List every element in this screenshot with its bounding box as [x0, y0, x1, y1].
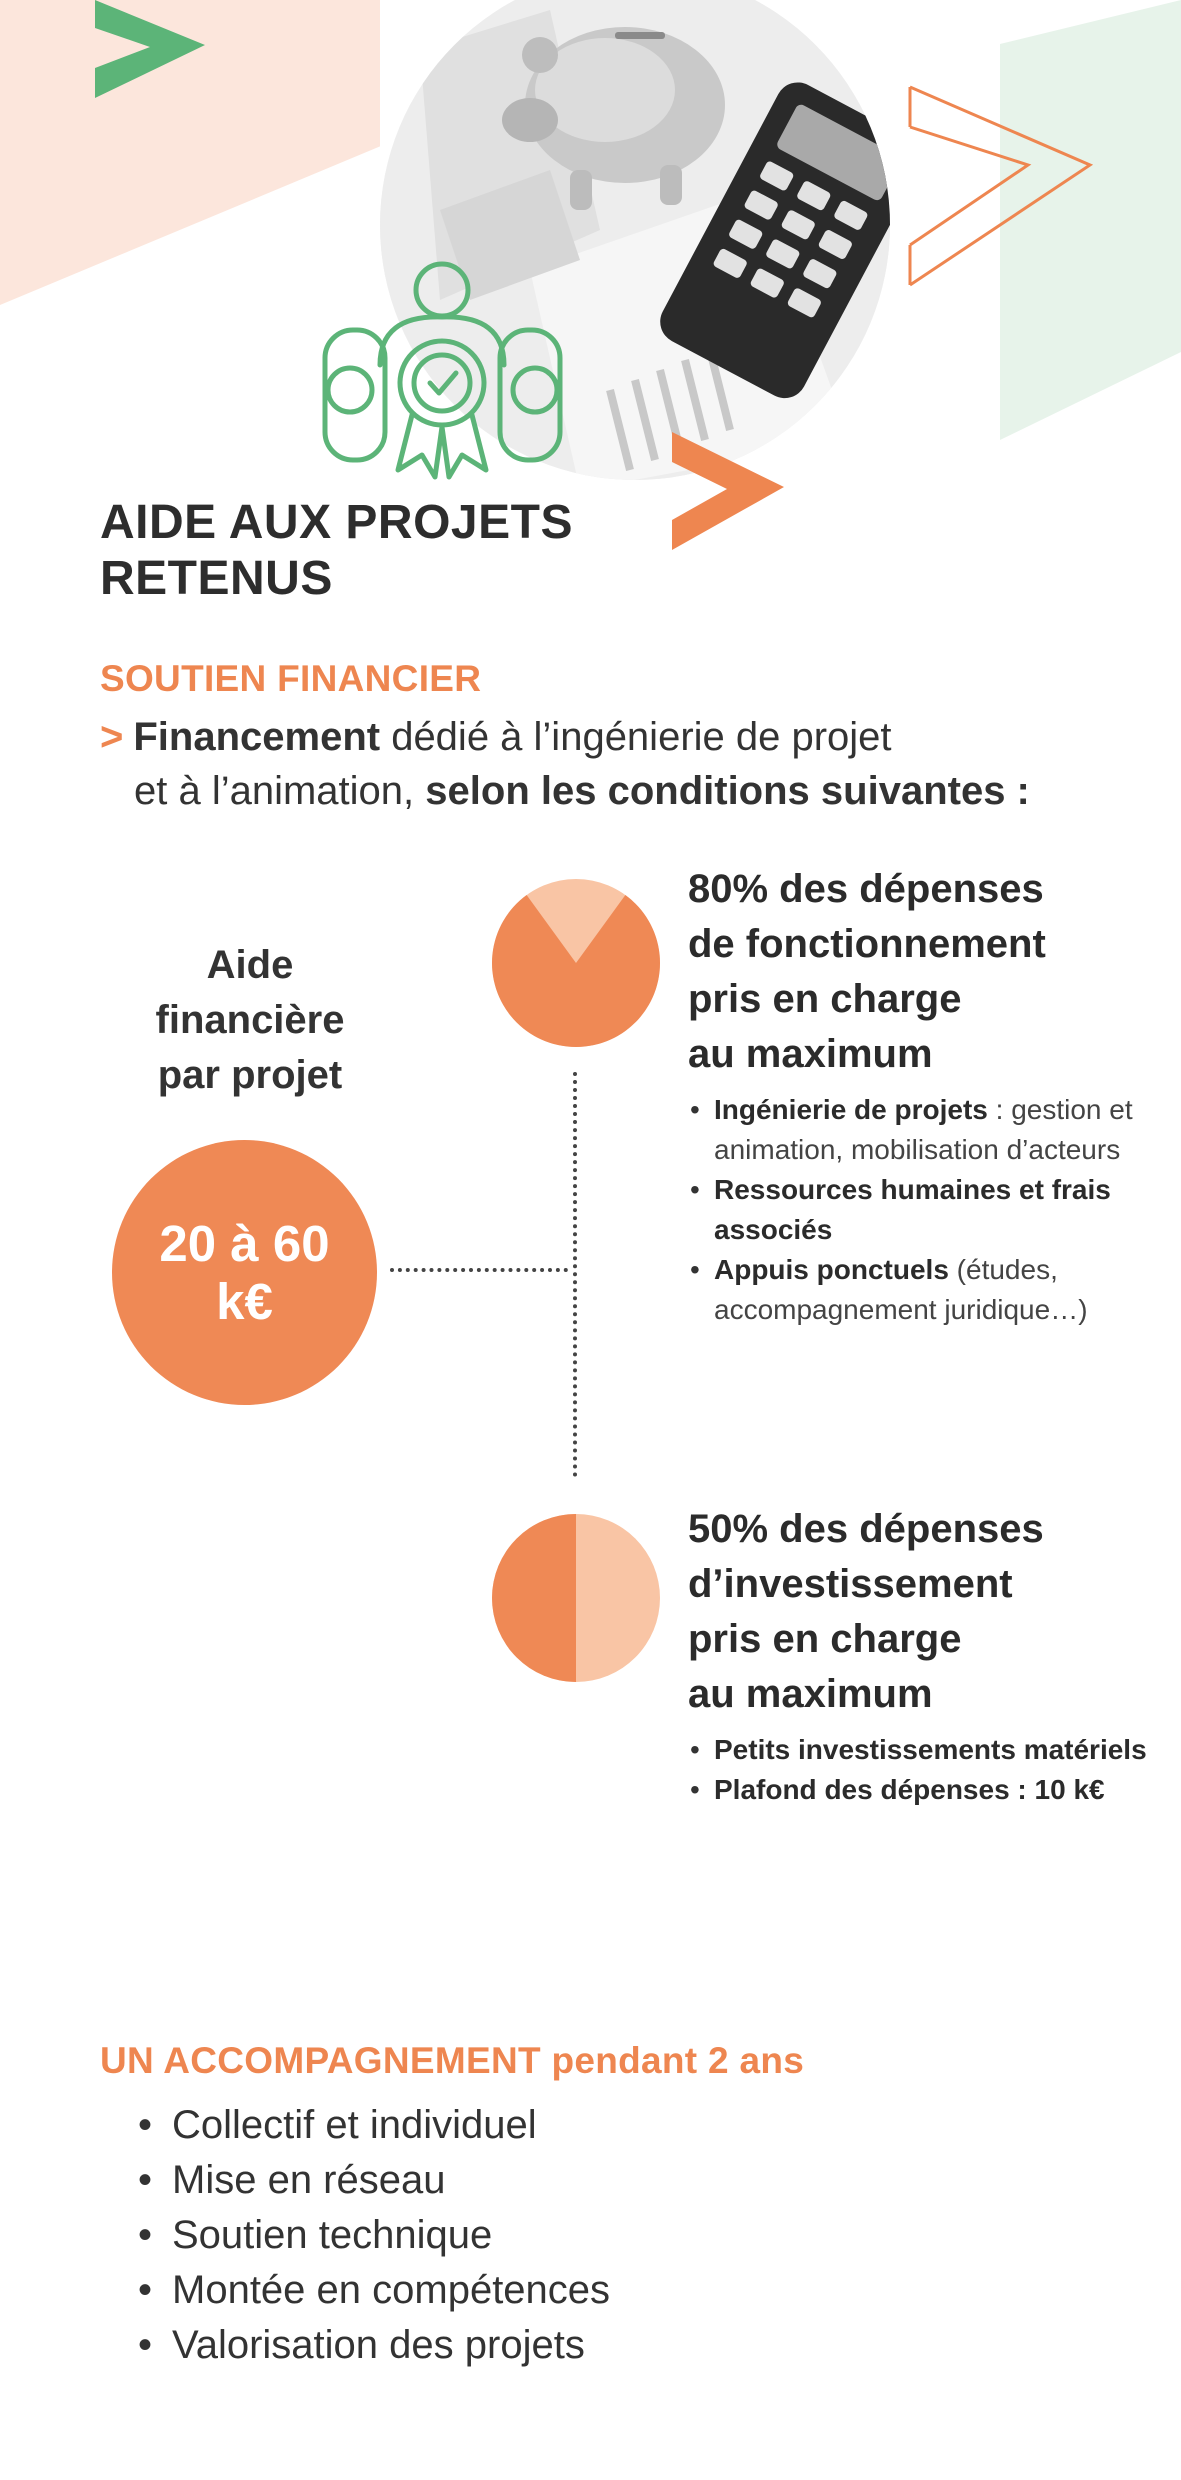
fonctionnement-list: [688, 1090, 1158, 1330]
item-bold: Petits investissements matériels: [714, 1734, 1147, 1765]
list-item: [688, 1090, 1158, 1170]
investissement-title: [688, 1502, 1158, 1722]
item-bold: Ressources humaines et frais associés: [714, 1174, 1111, 1245]
chevron-bullet-icon: >: [100, 715, 124, 759]
intro-bold-1: Financement: [133, 715, 381, 759]
award-certificate-icon: [320, 255, 565, 500]
pie-slice-50: [492, 1514, 576, 1682]
chevron-green-icon: [95, 0, 210, 100]
title-line: d’investissement: [688, 1562, 1013, 1606]
list-item: • Mise en réseau: [130, 2153, 610, 2208]
title-line: au maximum: [688, 1032, 933, 1076]
page-title-line1: AIDE AUX PROJETS: [100, 496, 573, 549]
list-item: [688, 1730, 1158, 1770]
item-bold: Ingénierie de projets: [714, 1094, 988, 1125]
chevron-outline-icon: [908, 85, 1093, 290]
page-title: [100, 495, 700, 607]
fonctionnement-title: [688, 862, 1158, 1082]
list-item: [688, 1250, 1158, 1330]
list-item: • Montée en compétences: [130, 2263, 610, 2318]
intro-bold-2: selon les conditions suivantes :: [425, 769, 1030, 813]
aide-label-line: Aide: [206, 943, 294, 987]
pie-fonctionnement: [491, 878, 661, 1048]
investissement-list: [688, 1730, 1158, 1810]
list-item: [688, 1170, 1158, 1250]
aide-label: [110, 938, 390, 1103]
fonctionnement-block: [688, 862, 1158, 1330]
item-rest: : gestion et animation, mobilisation d’acteurs: [714, 1094, 1133, 1165]
list-item: • Collectif et individuel: [130, 2098, 610, 2153]
pie-investissement: [491, 1513, 661, 1683]
connector-horizontal: [390, 1268, 568, 1272]
page-title-line2: RETENUS: [100, 552, 333, 605]
amount-value: 20 à 60: [159, 1214, 330, 1272]
soutien-heading: SOUTIEN FINANCIER: [100, 658, 482, 699]
title-line: 80% des dépenses: [688, 867, 1044, 911]
aide-label-line: financière: [155, 998, 345, 1042]
title-line: au maximum: [688, 1672, 933, 1716]
list-item: [688, 1770, 1158, 1810]
title-line: 50% des dépenses: [688, 1507, 1044, 1551]
amount-circle: [112, 1140, 377, 1405]
item-bold: Plafond des dépenses : 10 k€: [714, 1774, 1105, 1805]
list-item: • Soutien technique: [130, 2208, 610, 2263]
aide-label-line: par projet: [157, 1053, 343, 1097]
connector-vertical: [573, 1072, 577, 1477]
item-bold: Appuis ponctuels: [714, 1254, 949, 1285]
investissement-block: [688, 1502, 1158, 1810]
accompagnement-heading: UN ACCOMPAGNEMENT pendant 2 ans: [100, 2040, 805, 2081]
accompagnement-list: [130, 2098, 610, 2373]
title-line: pris en charge: [688, 1617, 962, 1661]
item-rest: (études, accompagnement juridique…): [714, 1254, 1088, 1325]
title-line: pris en charge: [688, 977, 962, 1021]
amount-unit: k€: [216, 1272, 273, 1330]
intro-text-2: et à l’animation,: [134, 769, 426, 813]
list-item: • Valorisation des projets: [130, 2318, 610, 2373]
intro-text-1: dédié à l’ingénierie de projet: [380, 715, 892, 759]
title-line: de fonctionnement: [688, 922, 1046, 966]
soutien-intro: [100, 710, 1100, 818]
